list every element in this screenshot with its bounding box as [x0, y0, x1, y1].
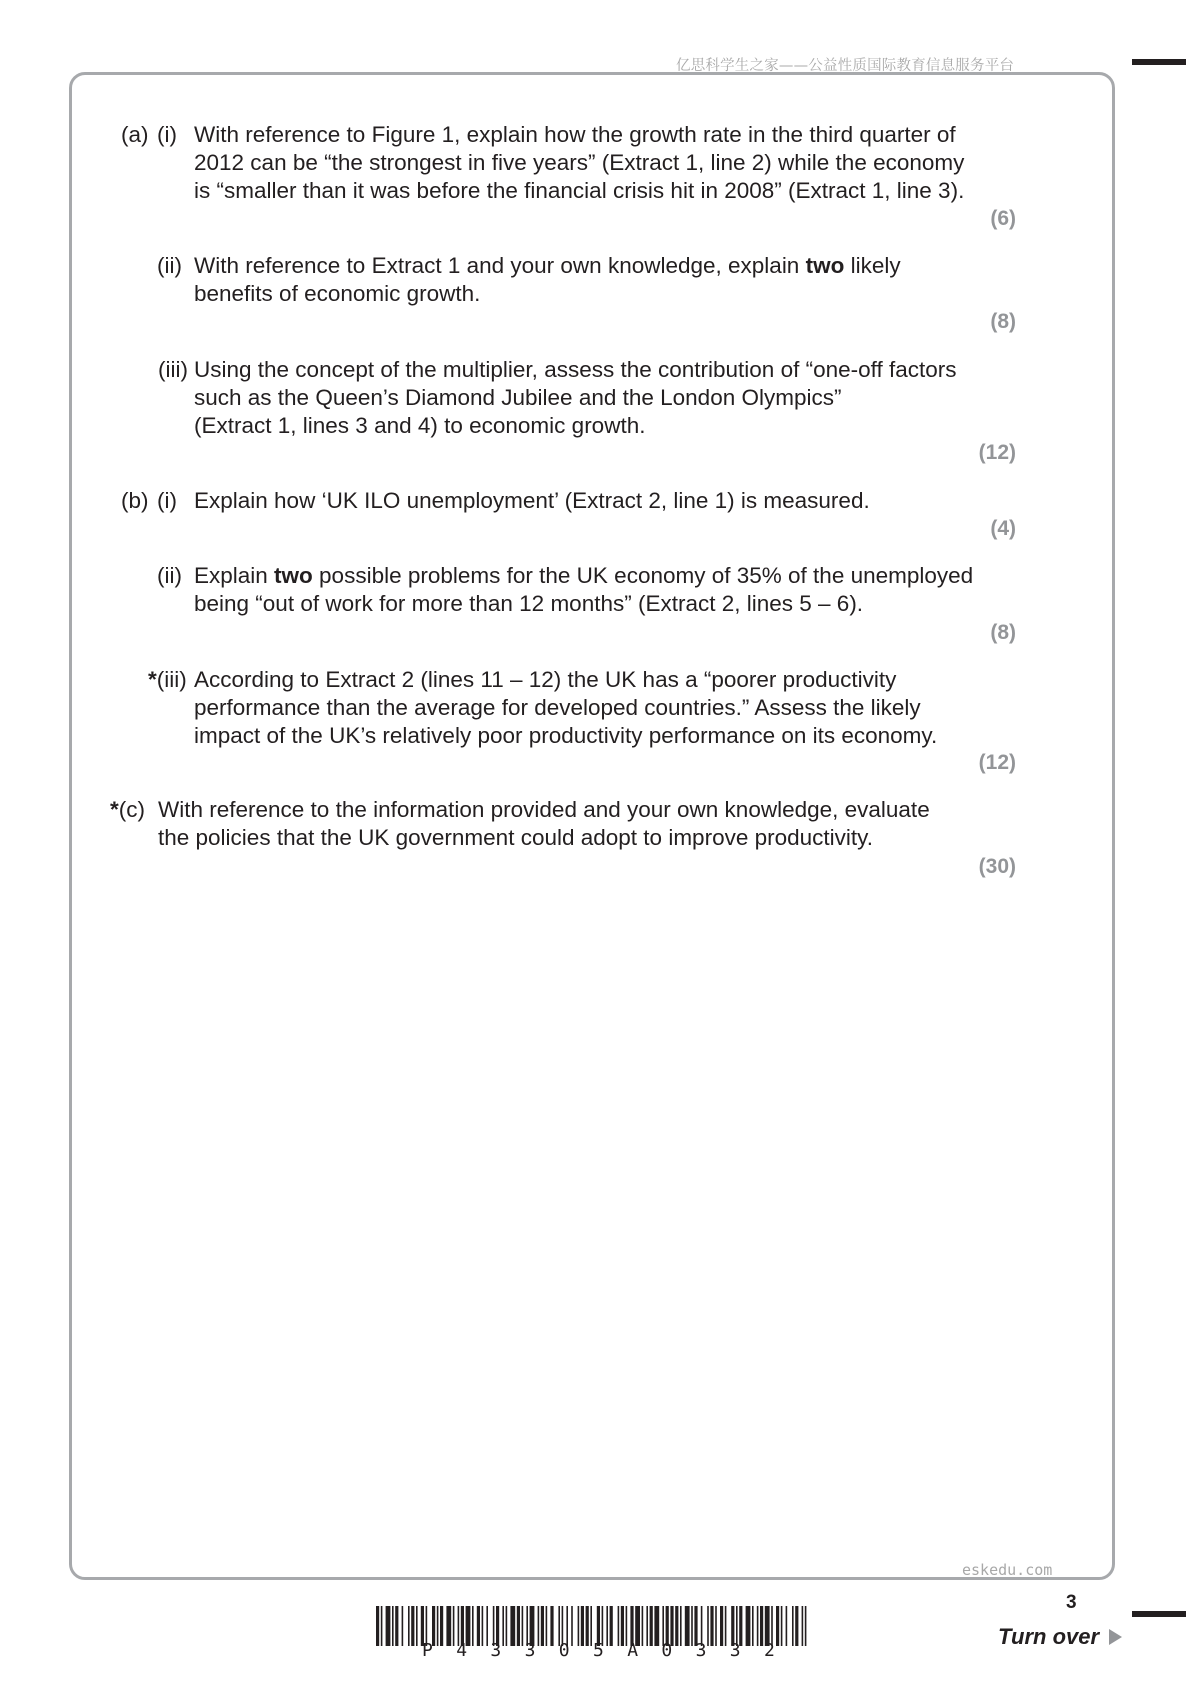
question-line: being “out of work for more than 12 months” (Extract 2, lines 5 – 6).: [194, 591, 864, 616]
barcode-bar: [792, 1606, 794, 1646]
mark-allocation: (12): [978, 751, 1016, 774]
barcode-bar: [707, 1606, 709, 1646]
barcode-bar: [482, 1606, 484, 1646]
question-line: (Extract 1, lines 3 and 4) to economic growth.: [194, 413, 646, 438]
mark-allocation: (8): [990, 310, 1016, 333]
barcode-bar: [746, 1606, 751, 1646]
barcode-bar: [411, 1606, 414, 1646]
barcode-bar: [795, 1606, 798, 1646]
barcode-bar: [517, 1606, 520, 1646]
barcode-bar: [386, 1606, 391, 1646]
question-line: performance than the average for developed countries.” Assess the likely: [194, 695, 921, 720]
barcode-bar: [538, 1606, 540, 1646]
barcode-char: 2: [764, 1640, 775, 1661]
barcode-bar: [720, 1606, 723, 1646]
barcode-char: 3: [490, 1640, 502, 1661]
question-part-label: (c): [118, 797, 146, 822]
barcode-bar: [472, 1606, 474, 1646]
barcode-bar: [757, 1606, 759, 1646]
barcode-bar: [776, 1606, 779, 1646]
barcode-bar: [586, 1606, 589, 1646]
page-number: 3: [1066, 1592, 1077, 1613]
barcode-bar: [541, 1606, 544, 1646]
barcode-char: 0: [558, 1640, 570, 1661]
emphasis-word: two: [274, 563, 313, 588]
barcode-bar: [805, 1606, 807, 1646]
barcode-bar: [786, 1606, 788, 1646]
barcode-bar: [610, 1606, 613, 1646]
barcode-bar: [440, 1606, 443, 1646]
arrow-right-icon: [1109, 1629, 1122, 1645]
mark-allocation: (8): [990, 621, 1016, 644]
question-line: is “smaller than it was before the financial crisis hit in 2008” (Extract 1, line 3).: [194, 178, 965, 203]
barcode-char: P: [422, 1640, 433, 1661]
barcode-bar: [680, 1606, 682, 1646]
question-sub-label: (i): [157, 488, 177, 513]
barcode-char: A: [627, 1640, 639, 1661]
barcode-bar: [710, 1606, 713, 1646]
barcode-bar: [606, 1606, 608, 1646]
barcode-bar: [522, 1606, 524, 1646]
question-line: [194, 252, 901, 280]
barcode-bar: [446, 1606, 451, 1646]
barcode-bar: [506, 1606, 508, 1646]
barcode-bar: [477, 1606, 480, 1646]
barcode-bar: [416, 1606, 418, 1646]
barcode-bar: [725, 1606, 727, 1646]
barcode-bar: [654, 1606, 659, 1646]
question-text-fragment: possible problems for the UK economy of 35% of the unemployed: [312, 563, 974, 588]
question-line: benefits of economic growth.: [194, 281, 481, 306]
barcode-bar: [381, 1606, 383, 1646]
emphasis-word: two: [805, 253, 845, 278]
barcode-bar: [453, 1606, 455, 1646]
barcode-bar: [590, 1606, 592, 1646]
question-text-fragment: Explain: [194, 563, 275, 588]
question-line: Using the concept of the multiplier, assess the contribution of “one-off factors: [194, 357, 957, 382]
barcode-bar: [578, 1606, 580, 1646]
question-part-label: (a): [121, 122, 149, 147]
barcode-bar: [402, 1606, 404, 1646]
question-sub-label: (i): [157, 122, 177, 147]
barcode-bar: [486, 1606, 488, 1646]
turn-over-text: Turn over: [998, 1624, 1100, 1649]
barcode-bar: [642, 1606, 644, 1646]
watermark-top: 亿思科学生之家——公益性质国际教育信息服务平台: [676, 58, 1015, 74]
barcode-char: 3: [695, 1640, 707, 1661]
barcode: [376, 1606, 808, 1646]
barcode-bar: [392, 1606, 394, 1646]
barcode-char: 3: [524, 1640, 536, 1661]
barcode-char: 0: [661, 1640, 673, 1661]
question-sub-label: (iii): [156, 667, 187, 692]
star-symbol: *: [110, 797, 119, 822]
question-line: [194, 562, 973, 590]
barcode-bar: [510, 1606, 515, 1646]
mark-allocation: (12): [978, 441, 1016, 464]
mark-allocation: (4): [990, 517, 1016, 540]
question-sub-label: (ii): [157, 563, 182, 588]
question-text: [194, 487, 870, 515]
question-text-fragment: With reference to Extract 1 and your own knowledge, explain: [194, 253, 806, 278]
barcode-bar: [437, 1606, 439, 1646]
question-line: With reference to Figure 1, explain how the growth rate in the third quarter of: [194, 122, 956, 147]
barcode-bar: [715, 1606, 717, 1646]
question-text: [194, 562, 973, 618]
question-line: Explain how ‘UK ILO unemployment’ (Extract 2, line 1) is measured.: [194, 488, 870, 513]
question-line: impact of the UK’s relatively poor productivity performance on its economy.: [194, 723, 938, 748]
barcode-bar: [502, 1606, 504, 1646]
question-part-label: (b): [121, 488, 149, 513]
question-line: According to Extract 2 (lines 11 – 12) the UK has a “poorer productivity: [194, 667, 897, 692]
edge-registration-mark-top: [1132, 59, 1186, 65]
barcode-bar: [781, 1606, 783, 1646]
edge-registration-mark-bottom: [1132, 1611, 1186, 1617]
turn-over-label: [998, 1624, 1122, 1650]
barcode-bar: [675, 1606, 678, 1646]
barcode-bar: [685, 1606, 690, 1646]
barcode-bar: [550, 1606, 553, 1646]
barcode-bar: [581, 1606, 584, 1646]
question-text-fragment: likely: [844, 253, 901, 278]
star-marker: [110, 796, 145, 824]
mark-allocation: (6): [990, 207, 1016, 230]
barcode-bar: [376, 1606, 379, 1646]
question-sub-label: (iii): [158, 357, 188, 382]
barcode-char: 5: [593, 1640, 604, 1661]
question-text: [158, 796, 930, 852]
barcode-bar: [621, 1606, 624, 1646]
barcode-bar: [646, 1606, 648, 1646]
barcode-bar: [691, 1606, 693, 1646]
question-line: With reference to the information provided and your own knowledge, evaluate: [158, 797, 930, 822]
barcode-bar: [618, 1606, 620, 1646]
question-text: [194, 252, 901, 308]
star-marker: [148, 666, 187, 694]
barcode-bar: [760, 1606, 763, 1646]
question-sub-label: (ii): [157, 253, 182, 278]
question-text: [194, 666, 937, 750]
question-line: such as the Queen’s Diamond Jubilee and the London Olympics”: [194, 385, 842, 410]
barcode-bar: [395, 1606, 398, 1646]
mark-allocation: (30): [978, 855, 1016, 878]
barcode-bar: [802, 1606, 804, 1646]
barcode-bar: [571, 1606, 573, 1646]
question-text: [194, 121, 964, 205]
question-line: 2012 can be “the strongest in five years” (Extract 1, line 2) while the economy: [194, 150, 965, 175]
barcode-bar: [650, 1606, 653, 1646]
question-line: the policies that the UK government could adopt to improve productivity.: [158, 825, 873, 850]
question-text: [194, 356, 957, 440]
barcode-bar: [752, 1606, 754, 1646]
star-symbol: *: [148, 667, 157, 692]
barcode-bar: [546, 1606, 548, 1646]
barcode-bar: [408, 1606, 410, 1646]
watermark-bottom: eskedu.com: [962, 1561, 1053, 1579]
barcode-char: 3: [729, 1640, 741, 1661]
barcode-char: 4: [456, 1640, 468, 1661]
